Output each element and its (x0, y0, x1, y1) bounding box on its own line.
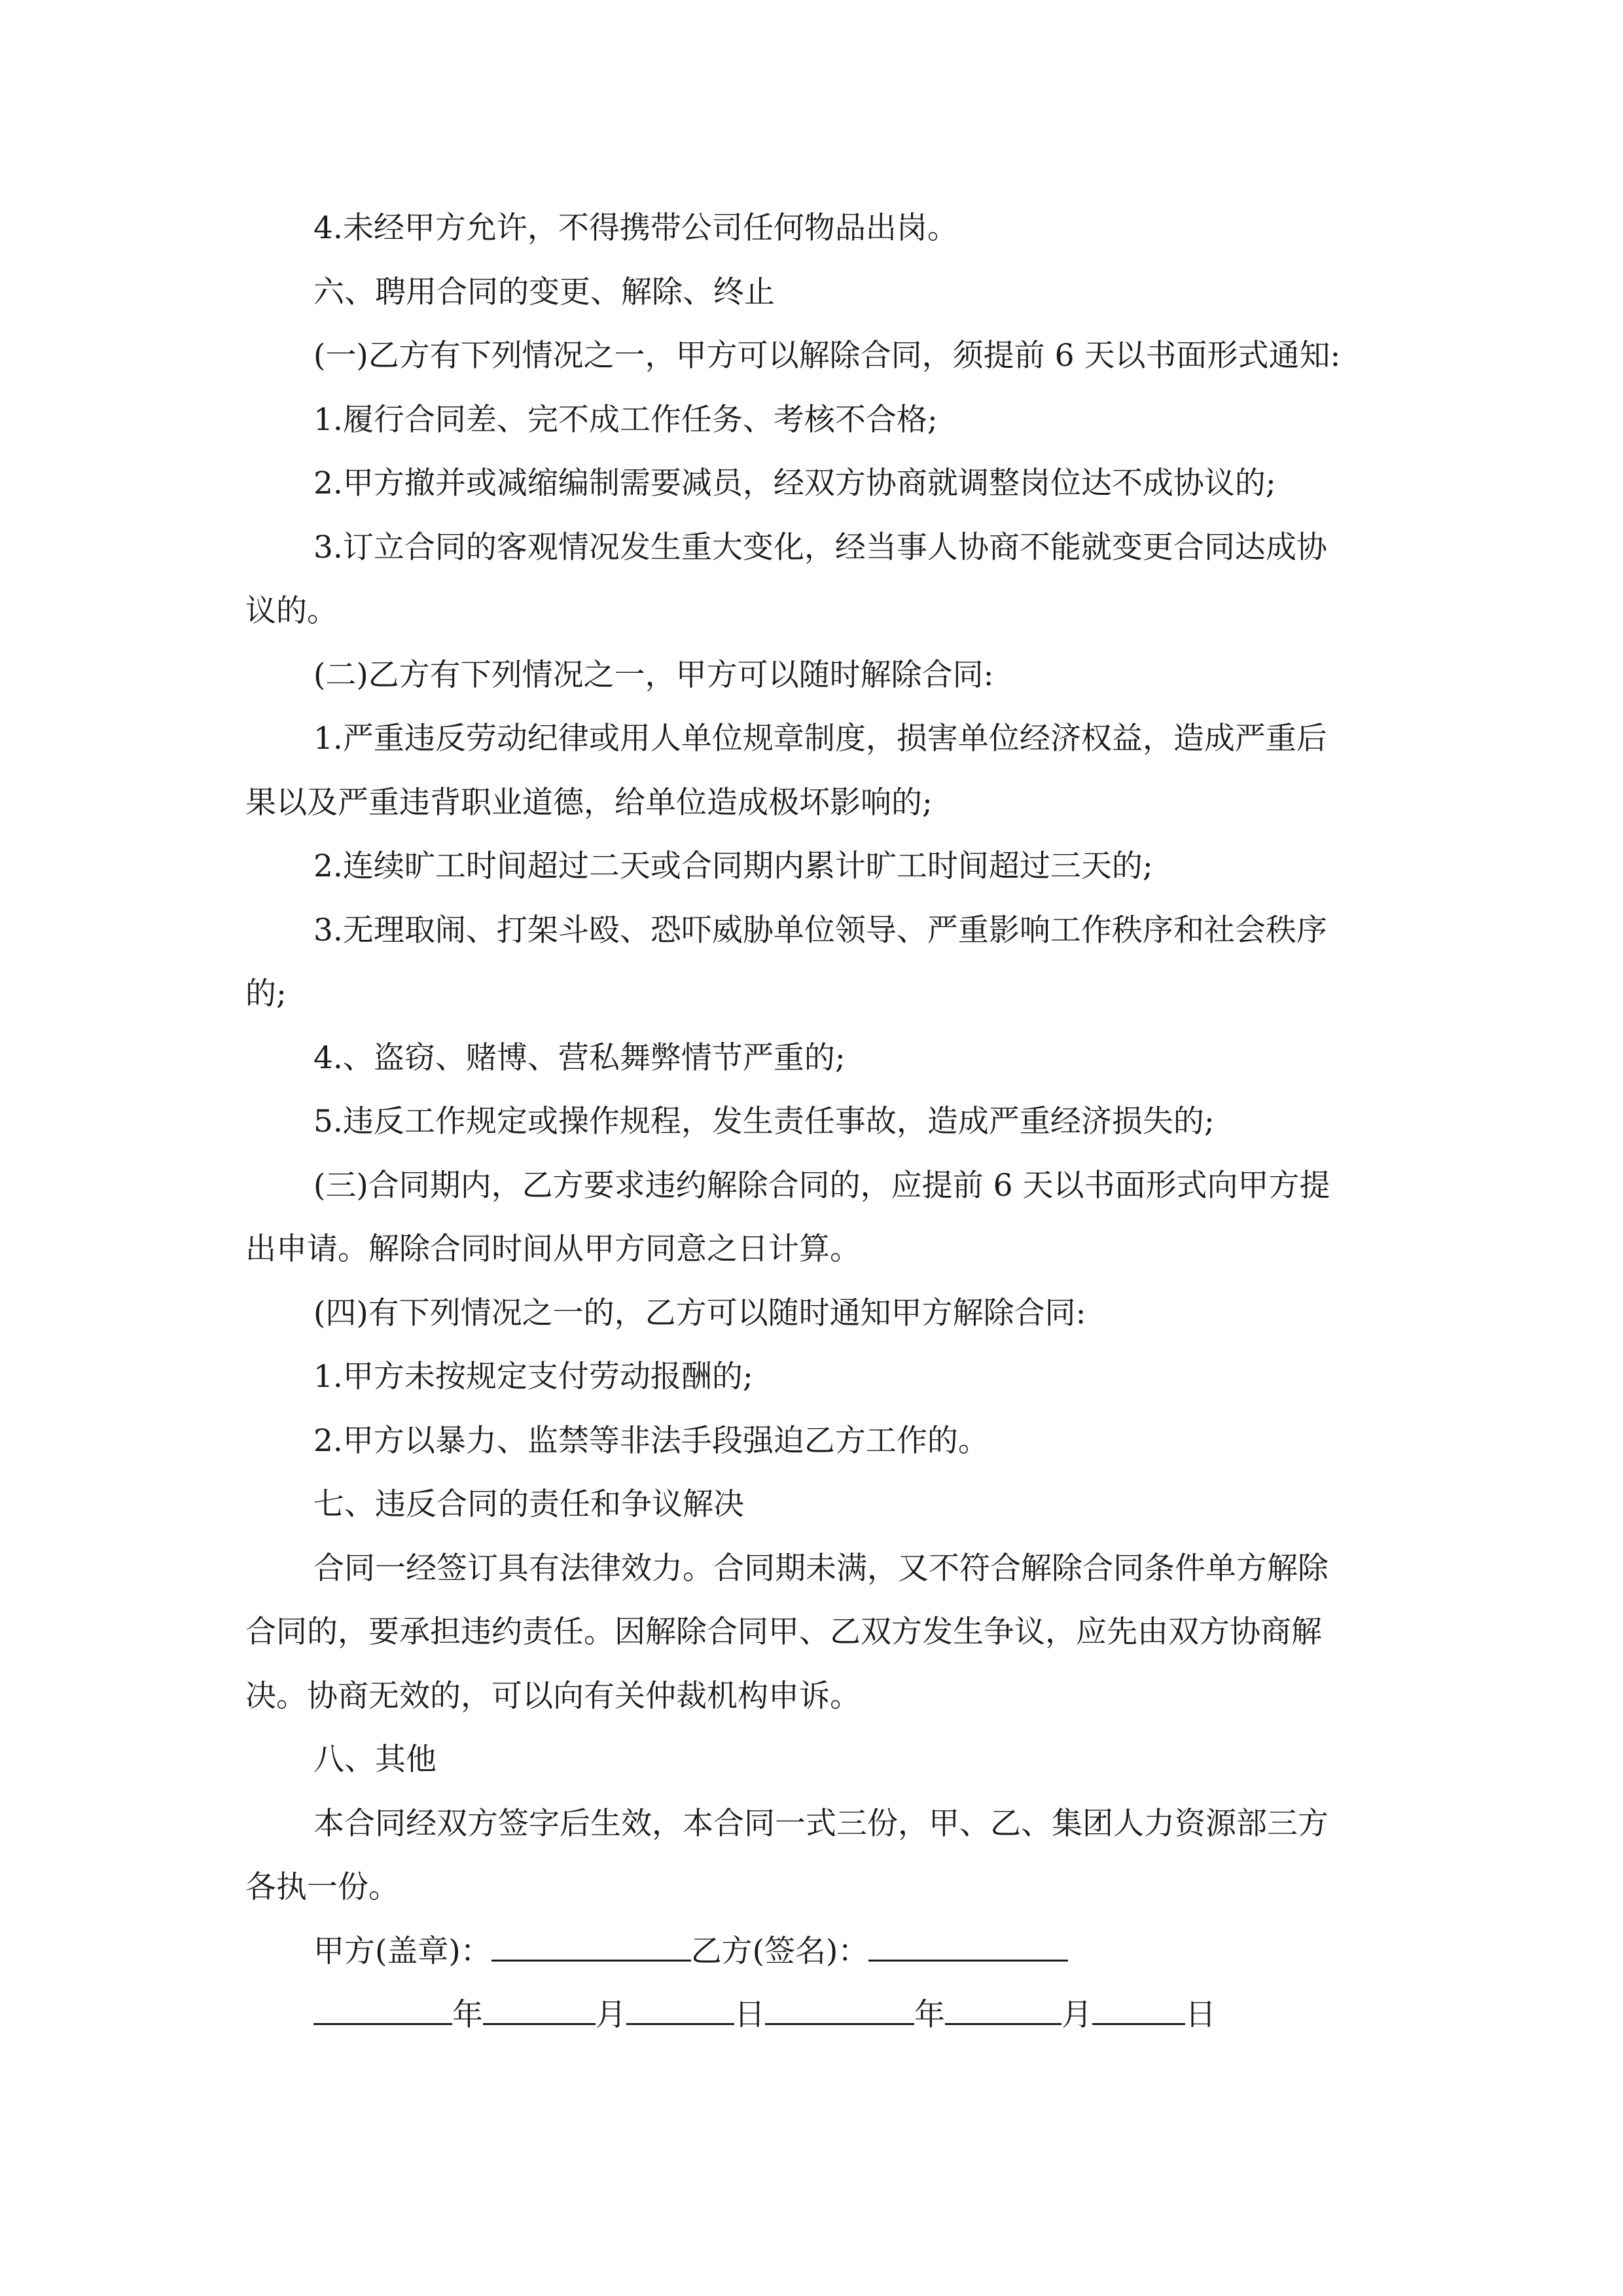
party-a-day-blank (626, 1993, 734, 2025)
party-b-signature-blank (868, 1929, 1068, 1962)
month-label: 月 (1061, 1997, 1092, 2033)
clause-line: 4.未经甲方允许，不得携带公司任何物品出岗。 (313, 210, 958, 246)
clause-line: 的; (245, 976, 287, 1012)
clause-line: 2.甲方以暴力、监禁等非法手段强迫乙方工作的。 (313, 1422, 989, 1459)
clause-line: 合同一经签订具有法律效力。合同期未满，又不符合解除合同条件单方解除 (313, 1550, 1329, 1587)
clause-line: 合同的，要承担违约责任。因解除合同甲、乙双方发生争议，应先由双方协商解 (245, 1614, 1322, 1650)
clause-line: 决。协商无效的，可以向有关仲裁机构申诉。 (245, 1677, 861, 1714)
day-label: 日 (734, 1997, 765, 2033)
contract-body (245, 196, 1378, 1920)
clause-line: 1.履行合同差、完不成工作任务、考核不合格; (313, 401, 938, 438)
year-label: 年 (914, 1997, 945, 2033)
date-row (245, 1983, 1378, 2047)
party-a-signature-blank (491, 1929, 691, 1962)
clause-line: (一)乙方有下列情况之一，甲方可以解除合同，须提前 6 天以书面形式通知: (313, 338, 1341, 374)
clause-line: 5.违反工作规定或操作规程，发生责任事故，造成严重经济损失的; (313, 1103, 1215, 1139)
clause-line: 3.订立合同的客观情况发生重大变化，经当事人协商不能就变更合同达成协 (313, 529, 1327, 565)
party-a-month-blank (483, 1993, 596, 2025)
document-page (245, 196, 1378, 2047)
section-heading: 七、违反合同的责任和争议解决 (313, 1486, 744, 1522)
clause-line: (二)乙方有下列情况之一，甲方可以随时解除合同: (313, 656, 994, 693)
month-label: 月 (596, 1997, 626, 2033)
clause-line: 各执一份。 (245, 1869, 399, 1905)
clause-line: 出申请。解除合同时间从甲方同意之日计算。 (245, 1231, 861, 1267)
clause-line: 议的。 (245, 593, 338, 629)
section-heading: 八、其他 (313, 1742, 437, 1778)
party-a-label: 甲方(盖章)： (313, 1933, 491, 1969)
clause-line: (四)有下列情况之一的，乙方可以随时通知甲方解除合同: (313, 1295, 1086, 1331)
clause-line: 2.甲方撤并或减缩编制需要减员，经双方协商就调整岗位达不成协议的; (313, 465, 1276, 501)
party-b-year-blank (765, 1993, 914, 2025)
clause-line: 3.无理取闹、打架斗殴、恐吓威胁单位领导、严重影响工作秩序和社会秩序 (313, 912, 1327, 948)
clause-line: 本合同经双方签字后生效，本合同一式三份，甲、乙、集团人力资源部三方 (313, 1805, 1329, 1842)
day-label: 日 (1185, 1997, 1216, 2033)
clause-line: 1.严重违反劳动纪律或用人单位规章制度，损害单位经济权益，造成严重后 (313, 721, 1327, 757)
clause-line: 2.连续旷工时间超过二天或合同期内累计旷工时间超过三天的; (313, 848, 1153, 884)
signature-row (245, 1920, 1378, 1984)
party-b-day-blank (1092, 1993, 1185, 2025)
clause-line: 1.甲方未按规定支付劳动报酬的; (313, 1359, 753, 1395)
party-b-label: 乙方(签名)： (690, 1933, 869, 1969)
party-b-month-blank (945, 1993, 1061, 2025)
clause-line: 4.、盗窃、赌博、营私舞弊情节严重的; (313, 1039, 846, 1076)
clause-line: 果以及严重违背职业道德，给单位造成极坏影响的; (245, 784, 933, 821)
clause-line: (三)合同期内，乙方要求违约解除合同的，应提前 6 天以书面形式向甲方提 (313, 1167, 1330, 1204)
party-a-year-blank (313, 1993, 452, 2025)
section-heading: 六、聘用合同的变更、解除、终止 (313, 274, 775, 310)
year-label: 年 (452, 1997, 483, 2033)
